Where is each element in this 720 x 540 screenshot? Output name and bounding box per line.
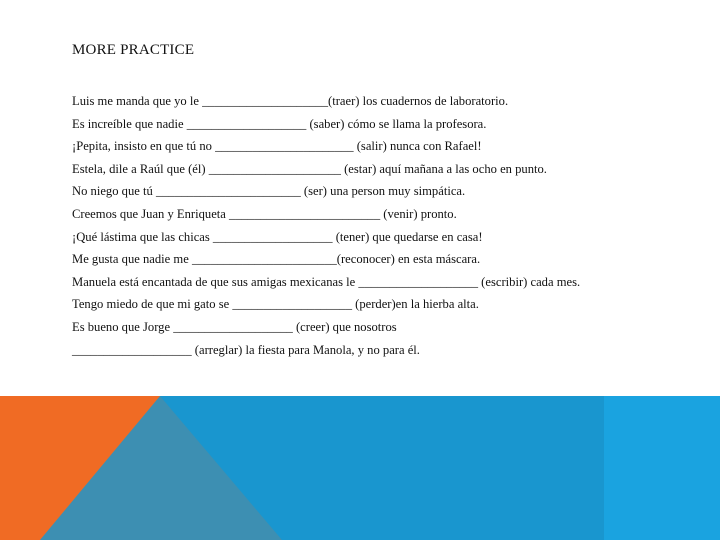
practice-line: ___________________ (arreglar) la fiesta para Manola, y no para él. [72,342,420,357]
practice-line: Es increíble que nadie ___________________ (saber) cómo se llama la profesora. [72,116,487,131]
practice-line: Me gusta que nadie me _______________________(reconocer) en esta máscara. [72,252,481,267]
practice-line: Manuela está encantada de que sus amigas mexicanas le ___________________ (escribir) cada mes. [72,274,581,289]
practice-line: Luis me manda que yo le ____________________(traer) los cuadernos de laboratorio. [72,94,509,108]
practice-line: Estela, dile a Raúl que (él) _____________________ (estar) aquí mañana a las ocho en punto. [72,161,547,176]
practice-line: ¡Pepita, insisto en que tú no ______________________ (salir) nunca con Rafael! [72,139,482,154]
practice-line: No niego que tú _______________________ (ser) una person muy simpática. [72,184,466,199]
slide-title: MORE PRACTICE [72,42,195,58]
practice-line: Es bueno que Jorge ___________________ (creer) que nosotros [72,319,397,334]
decorative-footer [0,396,720,540]
practice-line: ¡Qué lástima que las chicas ___________________ (tener) que quedarse en casa! [72,229,483,244]
practice-list [72,90,692,361]
practice-line: Creemos que Juan y Enriqueta ________________________ (venir) pronto. [72,206,457,221]
footer-graphic [0,396,720,540]
practice-line: Tengo miedo de que mi gato se ___________________ (perder)en la hierba alta. [72,297,479,312]
